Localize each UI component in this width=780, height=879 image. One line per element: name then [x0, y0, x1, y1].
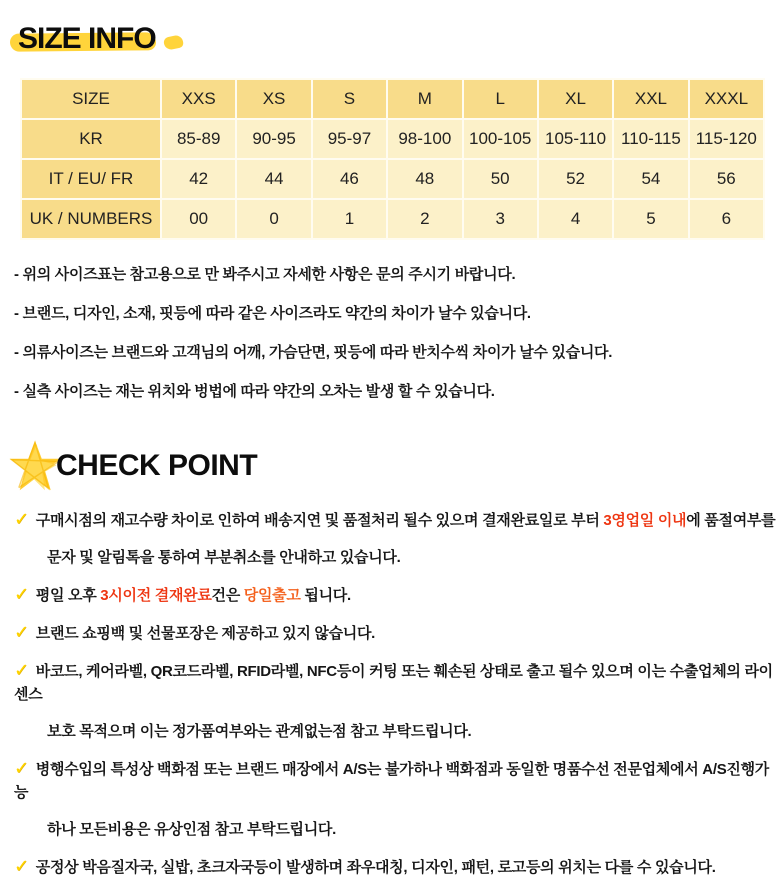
size-table-col-header: XXS [161, 79, 236, 119]
star-icon [8, 438, 62, 494]
check-icon: ✓ [14, 509, 29, 529]
size-table-cell: 52 [538, 159, 613, 199]
size-table-cell: 56 [689, 159, 764, 199]
size-table-cell: 4 [538, 199, 613, 239]
check-text-highlight: 3시이전 결재완료 [100, 587, 212, 604]
size-table-body [21, 119, 764, 239]
size-table-cell: 115-120 [689, 119, 764, 159]
size-table-cell: 46 [312, 159, 387, 199]
size-table-cell: 1 [312, 199, 387, 239]
size-table-row [21, 119, 764, 159]
size-table-cell: 44 [236, 159, 311, 199]
check-item-continuation [14, 720, 780, 743]
size-table-cell: 2 [387, 199, 462, 239]
size-table-col-header: S [312, 79, 387, 119]
check-text: 에 품절여부를 [686, 512, 776, 529]
check-text: 구매시점의 재고수량 차이로 인하여 배송지연 및 품절처리 될수 있으며 결재완료일로 부터 [35, 512, 604, 529]
check-item [14, 757, 780, 804]
check-text: 건은 [211, 587, 244, 604]
size-table-cell: 6 [689, 199, 764, 239]
size-table-col-header: M [387, 79, 462, 119]
size-table-cell: 95-97 [312, 119, 387, 159]
size-table-row [21, 159, 764, 199]
check-text-highlight: 당일출고 [243, 587, 301, 604]
check-text: 바코드, 케어라벨, QR코드라벨, RFID라벨, NFC등이 커팅 또는 훼손된 상태로 출고 될수 있으며 이는 수출업체의 라이센스 [14, 663, 773, 703]
check-icon: ✓ [14, 758, 29, 778]
product-info-page [0, 22, 780, 879]
check-text: 평일 오후 [35, 587, 101, 604]
check-item [14, 659, 780, 706]
check-text: 공정상 박음질자국, 실밥, 초크자국등이 발생하며 좌우대칭, 디자인, 패턴, 로고등의 위치는 다를 수 있습니다. [35, 859, 716, 876]
check-item [14, 621, 780, 645]
check-item [14, 508, 780, 532]
check-item-continuation [14, 818, 780, 841]
size-notes-list [14, 266, 780, 400]
highlight-blob [163, 34, 184, 51]
size-table-row [21, 199, 764, 239]
check-text-highlight: 3영업일 이내 [603, 512, 687, 529]
check-item [14, 583, 780, 607]
size-table-cell: 3 [463, 199, 538, 239]
size-table-cell: 50 [463, 159, 538, 199]
size-table-cell: 48 [387, 159, 462, 199]
size-note: - 브랜드, 디자인, 소재, 핏등에 따라 같은 사이즈라도 약간의 차이가 날수 있습니다. [14, 305, 531, 322]
size-table-col-header: XXL [613, 79, 688, 119]
check-text: 보호 목적으며 이는 정가품여부와는 관계없는점 참고 부탁드립니다. [47, 723, 472, 740]
check-point-title: CHECK POINT [56, 449, 258, 482]
size-table-col-header: L [463, 79, 538, 119]
check-text: 병행수입의 특성상 백화점 또는 브랜드 매장에서 A/S는 불가하나 백화점과 동일한 명품수선 전문업체에서 A/S진행가능 [14, 761, 769, 801]
size-table-row-header: KR [21, 119, 161, 159]
size-table-col-header: XXXL [689, 79, 764, 119]
size-table-corner-header: SIZE [21, 79, 161, 119]
size-table-cell: 90-95 [236, 119, 311, 159]
size-table-head [21, 79, 764, 119]
size-table-header-row [21, 79, 764, 119]
size-table-col-header: XL [538, 79, 613, 119]
check-icon: ✓ [14, 622, 29, 642]
size-table-cell: 100-105 [463, 119, 538, 159]
check-text: 문자 및 알림톡을 통하여 부분취소를 안내하고 있습니다. [47, 549, 401, 566]
size-table-cell: 98-100 [387, 119, 462, 159]
size-table-row-header: UK / NUMBERS [21, 199, 161, 239]
check-text: 브랜드 쇼핑백 및 선물포장은 제공하고 있지 않습니다. [35, 625, 376, 642]
check-icon: ✓ [14, 856, 29, 876]
size-info-title: SIZE INFO [18, 22, 156, 55]
check-point-header [8, 438, 780, 494]
size-table-cell: 105-110 [538, 119, 613, 159]
size-table-cell: 0 [236, 199, 311, 239]
check-icon: ✓ [14, 584, 29, 604]
check-text: 됩니다. [300, 587, 351, 604]
size-table-cell: 00 [161, 199, 236, 239]
check-icon: ✓ [14, 660, 29, 680]
check-item-continuation [14, 546, 780, 569]
size-info-header [18, 22, 318, 60]
size-note: - 위의 사이즈표는 참고용으로 만 봐주시고 자세한 사항은 문의 주시기 바랍니다. [14, 266, 516, 283]
check-item [14, 855, 780, 879]
size-table-row-header: IT / EU/ FR [21, 159, 161, 199]
size-table-cell: 54 [613, 159, 688, 199]
size-table [20, 78, 765, 240]
size-table-cell: 42 [161, 159, 236, 199]
size-note: - 실측 사이즈는 재는 위치와 벙법에 따라 약간의 오차는 발생 할 수 있습니다. [14, 383, 495, 400]
size-table-cell: 85-89 [161, 119, 236, 159]
size-note: - 의류사이즈는 브랜드와 고객님의 어깨, 가슴단면, 핏등에 따라 반치수씩 차이가 날수 있습니다. [14, 344, 613, 361]
size-table-col-header: XS [236, 79, 311, 119]
size-table-cell: 5 [613, 199, 688, 239]
size-table-cell: 110-115 [613, 119, 688, 159]
check-text: 하나 모든비용은 유상인점 참고 부탁드립니다. [47, 821, 336, 838]
check-point-list [14, 508, 780, 879]
